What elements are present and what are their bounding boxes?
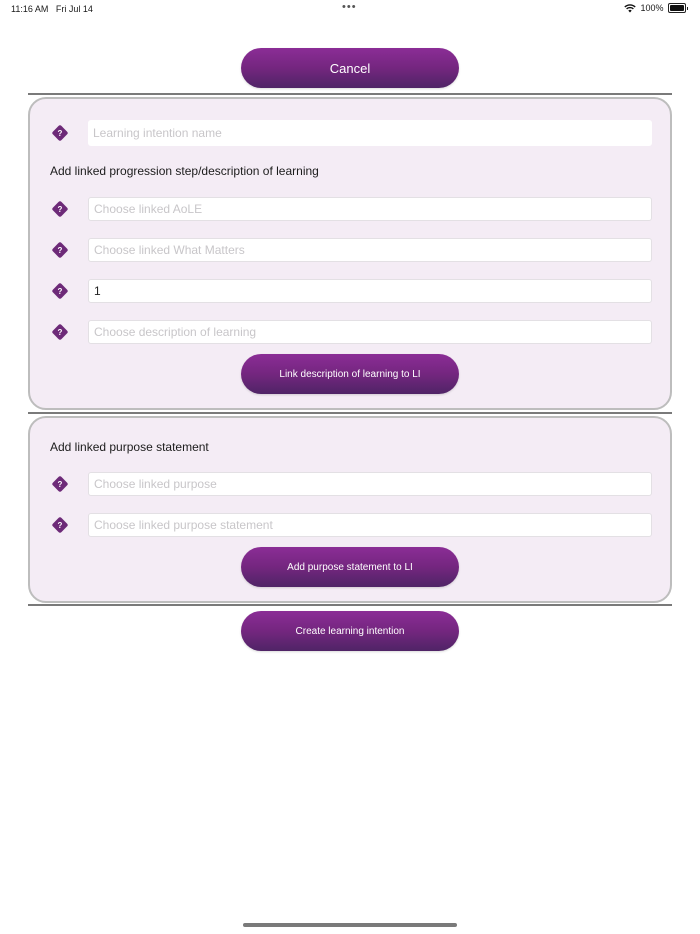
home-indicator[interactable] bbox=[243, 923, 457, 927]
status-date: Fri Jul 14 bbox=[55, 4, 93, 14]
step-row bbox=[30, 279, 670, 303]
progression-heading: Add linked progression step/description of learning bbox=[50, 164, 319, 178]
help-icon[interactable]: ? bbox=[52, 476, 69, 493]
link-description-button[interactable]: Link description of learning to LI bbox=[241, 354, 459, 394]
help-icon[interactable]: ? bbox=[52, 517, 69, 534]
create-learning-intention-button[interactable]: Create learning intention bbox=[241, 611, 459, 651]
purpose-heading: Add linked purpose statement bbox=[50, 440, 209, 454]
help-icon[interactable]: ? bbox=[52, 324, 69, 341]
divider-top bbox=[28, 93, 672, 95]
progression-step-input[interactable] bbox=[88, 279, 652, 303]
help-icon[interactable]: ? bbox=[52, 125, 69, 142]
purpose-row bbox=[30, 472, 670, 496]
status-clock: 11:16 AM bbox=[11, 4, 49, 14]
aole-row bbox=[30, 197, 670, 221]
wifi-icon bbox=[624, 4, 636, 13]
learning-intention-name-input[interactable] bbox=[88, 120, 652, 146]
purpose-statement-card bbox=[28, 416, 672, 603]
linked-aole-input[interactable] bbox=[88, 197, 652, 221]
battery-tip bbox=[687, 7, 689, 10]
divider-middle bbox=[28, 412, 672, 414]
cancel-button[interactable]: Cancel bbox=[241, 48, 459, 88]
linked-purpose-statement-input[interactable] bbox=[88, 513, 652, 537]
help-icon[interactable]: ? bbox=[52, 201, 69, 218]
what-matters-row bbox=[30, 238, 670, 262]
learning-intention-card bbox=[28, 97, 672, 410]
linked-purpose-input[interactable] bbox=[88, 472, 652, 496]
divider-bottom bbox=[28, 604, 672, 606]
description-of-learning-input[interactable] bbox=[88, 320, 652, 344]
linked-what-matters-input[interactable] bbox=[88, 238, 652, 262]
purpose-statement-row bbox=[30, 513, 670, 537]
status-time bbox=[11, 4, 93, 14]
status-indicators bbox=[624, 3, 688, 13]
status-bar bbox=[0, 0, 700, 18]
name-row bbox=[30, 121, 670, 145]
battery-percent: 100% bbox=[640, 3, 664, 13]
description-row bbox=[30, 320, 670, 344]
add-purpose-statement-button[interactable]: Add purpose statement to LI bbox=[241, 547, 459, 587]
multitask-dots[interactable]: ••• bbox=[342, 1, 357, 13]
help-icon[interactable]: ? bbox=[52, 283, 69, 300]
help-icon[interactable]: ? bbox=[52, 242, 69, 259]
battery-icon bbox=[668, 3, 686, 13]
